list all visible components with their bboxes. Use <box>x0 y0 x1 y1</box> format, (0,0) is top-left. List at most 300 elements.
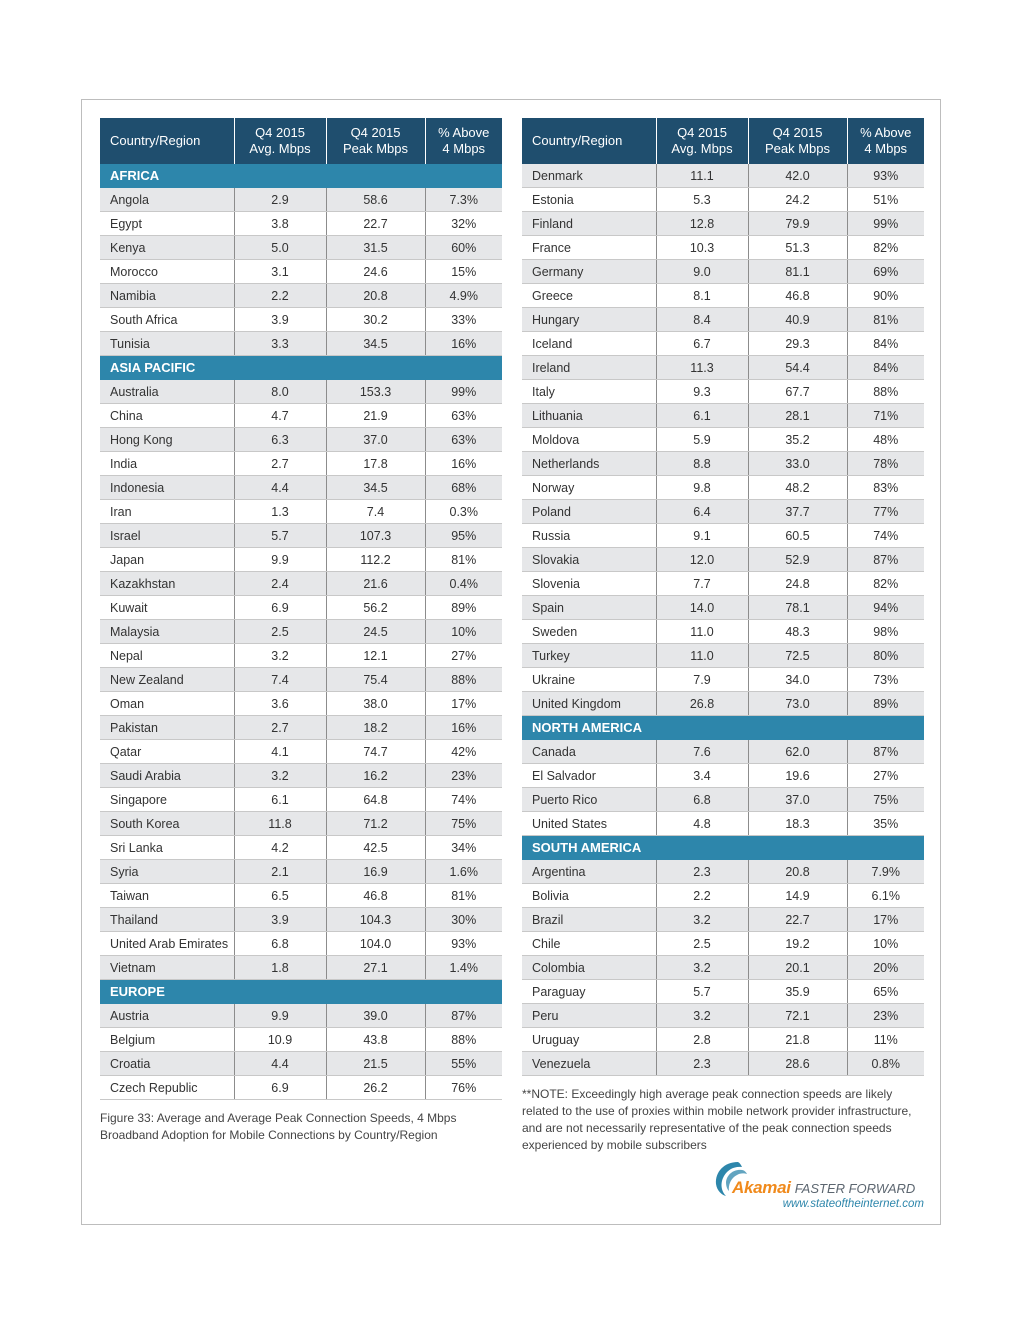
avg-mbps-cell: 7.7 <box>656 572 748 596</box>
header-line: Q4 2015 <box>255 125 305 140</box>
peak-mbps-cell: 56.2 <box>326 596 425 620</box>
table-row <box>522 164 924 188</box>
peak-mbps-cell: 12.1 <box>326 644 425 668</box>
avg-mbps-cell: 3.9 <box>234 308 326 332</box>
avg-mbps-cell: 2.3 <box>656 1052 748 1076</box>
avg-mbps-cell: 3.2 <box>656 956 748 980</box>
country-cell: Ireland <box>522 356 656 380</box>
table-row <box>522 524 924 548</box>
peak-mbps-cell: 24.5 <box>326 620 425 644</box>
country-cell: Qatar <box>100 740 234 764</box>
table-row <box>522 212 924 236</box>
pct-above-cell: 94% <box>847 596 924 620</box>
country-cell: Ukraine <box>522 668 656 692</box>
avg-mbps-cell: 6.5 <box>234 884 326 908</box>
table-row <box>522 884 924 908</box>
table-row <box>522 380 924 404</box>
country-cell: Finland <box>522 212 656 236</box>
peak-mbps-cell: 38.0 <box>326 692 425 716</box>
pct-above-cell: 30% <box>425 908 502 932</box>
country-cell: Taiwan <box>100 884 234 908</box>
peak-mbps-cell: 19.2 <box>748 932 847 956</box>
country-cell: Israel <box>100 524 234 548</box>
country-cell: Brazil <box>522 908 656 932</box>
table-row <box>522 404 924 428</box>
country-cell: Namibia <box>100 284 234 308</box>
country-cell: Czech Republic <box>100 1076 234 1100</box>
peak-mbps-cell: 16.2 <box>326 764 425 788</box>
pct-above-cell: 78% <box>847 452 924 476</box>
pct-above-cell: 35% <box>847 812 924 836</box>
peak-mbps-cell: 17.8 <box>326 452 425 476</box>
avg-mbps-cell: 6.7 <box>656 332 748 356</box>
header-line: Avg. Mbps <box>671 141 733 156</box>
country-cell: Turkey <box>522 644 656 668</box>
figure-caption: Figure 33: Average and Average Peak Connection Speeds, 4 Mbps Broadband Adoption for Mobile Connections by Country/Region <box>100 1111 457 1142</box>
table-row <box>100 644 502 668</box>
country-cell: Slovakia <box>522 548 656 572</box>
country-cell: Colombia <box>522 956 656 980</box>
peak-mbps-cell: 52.9 <box>748 548 847 572</box>
peak-mbps-cell: 81.1 <box>748 260 847 284</box>
peak-mbps-cell: 14.9 <box>748 884 847 908</box>
peak-mbps-cell: 58.6 <box>326 188 425 212</box>
avg-mbps-cell: 8.4 <box>656 308 748 332</box>
avg-mbps-cell: 5.0 <box>234 236 326 260</box>
table-row <box>522 188 924 212</box>
table-row <box>100 740 502 764</box>
avg-mbps-cell: 5.7 <box>234 524 326 548</box>
pct-above-cell: 10% <box>847 932 924 956</box>
country-cell: Indonesia <box>100 476 234 500</box>
pct-above-cell: 63% <box>425 428 502 452</box>
brand-url-link[interactable]: www.stateoftheinternet.com <box>782 1198 924 1210</box>
avg-mbps-cell: 5.3 <box>656 188 748 212</box>
pct-above-cell: 51% <box>847 188 924 212</box>
avg-mbps-cell: 6.8 <box>656 788 748 812</box>
pct-above-cell: 23% <box>425 764 502 788</box>
country-cell: Slovenia <box>522 572 656 596</box>
pct-above-cell: 84% <box>847 332 924 356</box>
avg-mbps-cell: 9.8 <box>656 476 748 500</box>
section-label: SOUTH AMERICA <box>522 836 924 860</box>
pct-above-cell: 81% <box>847 308 924 332</box>
peak-mbps-cell: 78.1 <box>748 596 847 620</box>
table-row <box>522 596 924 620</box>
table-row <box>522 668 924 692</box>
table-row <box>100 716 502 740</box>
avg-mbps-cell: 2.7 <box>234 452 326 476</box>
table-row <box>100 1004 502 1028</box>
peak-mbps-cell: 48.2 <box>748 476 847 500</box>
avg-mbps-cell: 4.2 <box>234 836 326 860</box>
country-cell: Venezuela <box>522 1052 656 1076</box>
peak-mbps-cell: 104.0 <box>326 932 425 956</box>
country-cell: Croatia <box>100 1052 234 1076</box>
peak-mbps-cell: 20.8 <box>748 860 847 884</box>
pct-above-cell: 55% <box>425 1052 502 1076</box>
pct-above-cell: 20% <box>847 956 924 980</box>
avg-mbps-cell: 3.8 <box>234 212 326 236</box>
country-cell: India <box>100 452 234 476</box>
country-cell: Tunisia <box>100 332 234 356</box>
avg-mbps-cell: 7.6 <box>656 740 748 764</box>
country-cell: Lithuania <box>522 404 656 428</box>
brand-tagline: FASTER FORWARD <box>794 1181 916 1196</box>
table-row <box>522 1052 924 1076</box>
table-row <box>100 380 502 404</box>
country-cell: Greece <box>522 284 656 308</box>
country-cell: Estonia <box>522 188 656 212</box>
table-row <box>100 1028 502 1052</box>
country-cell: Argentina <box>522 860 656 884</box>
pct-above-cell: 7.3% <box>425 188 502 212</box>
country-cell: Bolivia <box>522 884 656 908</box>
peak-mbps-cell: 34.5 <box>326 476 425 500</box>
pct-above-cell: 42% <box>425 740 502 764</box>
peak-mbps-cell: 24.8 <box>748 572 847 596</box>
left-table-body <box>100 164 502 1100</box>
peak-mbps-cell: 21.5 <box>326 1052 425 1076</box>
country-cell: Spain <box>522 596 656 620</box>
avg-mbps-cell: 9.0 <box>656 260 748 284</box>
pct-above-cell: 93% <box>847 164 924 188</box>
avg-mbps-cell: 3.4 <box>656 764 748 788</box>
peak-mbps-cell: 51.3 <box>748 236 847 260</box>
pct-above-cell: 99% <box>425 380 502 404</box>
avg-mbps-cell: 9.3 <box>656 380 748 404</box>
header-peak <box>326 118 425 164</box>
pct-above-cell: 71% <box>847 404 924 428</box>
peak-mbps-cell: 21.8 <box>748 1028 847 1052</box>
country-cell: Belgium <box>100 1028 234 1052</box>
pct-above-cell: 27% <box>847 764 924 788</box>
pct-above-cell: 76% <box>425 1076 502 1100</box>
avg-mbps-cell: 3.6 <box>234 692 326 716</box>
table-row <box>522 860 924 884</box>
table-row <box>100 500 502 524</box>
table-row <box>522 932 924 956</box>
left-data-table <box>100 118 502 1100</box>
peak-mbps-cell: 31.5 <box>326 236 425 260</box>
table-row <box>100 260 502 284</box>
peak-mbps-cell: 43.8 <box>326 1028 425 1052</box>
peak-mbps-cell: 72.1 <box>748 1004 847 1028</box>
avg-mbps-cell: 6.1 <box>234 788 326 812</box>
avg-mbps-cell: 3.1 <box>234 260 326 284</box>
pct-above-cell: 10% <box>425 620 502 644</box>
header-line: 4 Mbps <box>864 141 908 156</box>
table-header-row <box>100 118 502 164</box>
country-cell: Pakistan <box>100 716 234 740</box>
header-line: Q4 2015 <box>772 125 823 140</box>
peak-mbps-cell: 7.4 <box>326 500 425 524</box>
peak-mbps-cell: 20.1 <box>748 956 847 980</box>
footnote: **NOTE: Exceedingly high average peak connection speeds are likely related to the use of proxies within mobile network provider infrastructure, and are not necessarily representative of the peak connection speeds experienced by mobile subscribers <box>522 1087 912 1152</box>
peak-mbps-cell: 26.2 <box>326 1076 425 1100</box>
pct-above-cell: 17% <box>847 908 924 932</box>
avg-mbps-cell: 2.1 <box>234 860 326 884</box>
avg-mbps-cell: 3.9 <box>234 908 326 932</box>
pct-above-cell: 87% <box>425 1004 502 1028</box>
avg-mbps-cell: 6.9 <box>234 596 326 620</box>
peak-mbps-cell: 112.2 <box>326 548 425 572</box>
pct-above-cell: 33% <box>425 308 502 332</box>
avg-mbps-cell: 9.9 <box>234 548 326 572</box>
avg-mbps-cell: 10.9 <box>234 1028 326 1052</box>
pct-above-cell: 0.8% <box>847 1052 924 1076</box>
table-row <box>100 572 502 596</box>
avg-mbps-cell: 3.3 <box>234 332 326 356</box>
avg-mbps-cell: 2.2 <box>656 884 748 908</box>
country-cell: Denmark <box>522 164 656 188</box>
peak-mbps-cell: 67.7 <box>748 380 847 404</box>
table-row <box>522 332 924 356</box>
pct-above-cell: 77% <box>847 500 924 524</box>
table-row <box>100 908 502 932</box>
table-row <box>100 1052 502 1076</box>
table-row <box>100 548 502 572</box>
avg-mbps-cell: 3.2 <box>656 908 748 932</box>
right-column <box>522 118 924 1154</box>
country-cell: Germany <box>522 260 656 284</box>
pct-above-cell: 11% <box>847 1028 924 1052</box>
table-row <box>522 788 924 812</box>
pct-above-cell: 7.9% <box>847 860 924 884</box>
peak-mbps-cell: 22.7 <box>748 908 847 932</box>
table-row <box>100 428 502 452</box>
country-cell: United States <box>522 812 656 836</box>
country-cell: China <box>100 404 234 428</box>
table-row <box>100 308 502 332</box>
section-label: AFRICA <box>100 164 502 188</box>
avg-mbps-cell: 2.3 <box>656 860 748 884</box>
avg-mbps-cell: 12.0 <box>656 548 748 572</box>
avg-mbps-cell: 4.1 <box>234 740 326 764</box>
country-cell: South Korea <box>100 812 234 836</box>
table-row <box>100 836 502 860</box>
left-column <box>100 118 502 1144</box>
peak-mbps-cell: 20.8 <box>326 284 425 308</box>
avg-mbps-cell: 8.1 <box>656 284 748 308</box>
peak-mbps-cell: 46.8 <box>748 284 847 308</box>
pct-above-cell: 60% <box>425 236 502 260</box>
avg-mbps-cell: 4.4 <box>234 476 326 500</box>
pct-above-cell: 98% <box>847 620 924 644</box>
country-cell: Malaysia <box>100 620 234 644</box>
avg-mbps-cell: 1.3 <box>234 500 326 524</box>
country-cell: Chile <box>522 932 656 956</box>
avg-mbps-cell: 6.1 <box>656 404 748 428</box>
peak-mbps-cell: 104.3 <box>326 908 425 932</box>
header-line: Peak Mbps <box>764 141 831 156</box>
country-cell: Morocco <box>100 260 234 284</box>
avg-mbps-cell: 7.4 <box>234 668 326 692</box>
pct-above-cell: 6.1% <box>847 884 924 908</box>
table-row <box>100 668 502 692</box>
section-label: ASIA PACIFIC <box>100 356 502 380</box>
pct-above-cell: 0.3% <box>425 500 502 524</box>
header-pct <box>847 118 924 164</box>
peak-mbps-cell: 54.4 <box>748 356 847 380</box>
peak-mbps-cell: 73.0 <box>748 692 847 716</box>
section-header-row <box>100 164 502 188</box>
table-row <box>522 812 924 836</box>
country-cell: Syria <box>100 860 234 884</box>
country-cell: Iran <box>100 500 234 524</box>
peak-mbps-cell: 74.7 <box>326 740 425 764</box>
avg-mbps-cell: 4.4 <box>234 1052 326 1076</box>
right-data-table <box>522 118 924 1076</box>
peak-mbps-cell: 34.5 <box>326 332 425 356</box>
country-cell: Sri Lanka <box>100 836 234 860</box>
table-row <box>522 908 924 932</box>
table-header-row <box>522 118 924 164</box>
peak-mbps-cell: 60.5 <box>748 524 847 548</box>
avg-mbps-cell: 26.8 <box>656 692 748 716</box>
country-cell: Kenya <box>100 236 234 260</box>
table-row <box>100 476 502 500</box>
header-avg <box>234 118 326 164</box>
table-row <box>100 332 502 356</box>
table-row <box>522 236 924 260</box>
country-cell: Norway <box>522 476 656 500</box>
brand-line <box>732 1178 915 1198</box>
header-avg <box>656 118 748 164</box>
avg-mbps-cell: 7.9 <box>656 668 748 692</box>
country-cell: Australia <box>100 380 234 404</box>
peak-mbps-cell: 46.8 <box>326 884 425 908</box>
pct-above-cell: 88% <box>425 1028 502 1052</box>
pct-above-cell: 15% <box>425 260 502 284</box>
header-line: Q4 2015 <box>677 125 727 140</box>
header-line: % Above <box>860 125 912 140</box>
pct-above-cell: 88% <box>847 380 924 404</box>
country-cell: Moldova <box>522 428 656 452</box>
section-header-row <box>522 836 924 860</box>
header-country: Country/Region <box>522 118 656 164</box>
avg-mbps-cell: 2.5 <box>234 620 326 644</box>
country-cell: Canada <box>522 740 656 764</box>
table-row <box>522 476 924 500</box>
peak-mbps-cell: 39.0 <box>326 1004 425 1028</box>
right-table-body <box>522 164 924 1076</box>
brand-name: Akamai <box>732 1178 791 1197</box>
avg-mbps-cell: 11.1 <box>656 164 748 188</box>
peak-mbps-cell: 40.9 <box>748 308 847 332</box>
country-cell: Puerto Rico <box>522 788 656 812</box>
pct-above-cell: 93% <box>425 932 502 956</box>
peak-mbps-cell: 22.7 <box>326 212 425 236</box>
table-row <box>100 236 502 260</box>
table-row <box>522 428 924 452</box>
table-row <box>100 764 502 788</box>
table-row <box>100 212 502 236</box>
peak-mbps-cell: 34.0 <box>748 668 847 692</box>
country-cell: Russia <box>522 524 656 548</box>
pct-above-cell: 81% <box>425 548 502 572</box>
pct-above-cell: 68% <box>425 476 502 500</box>
header-pct <box>425 118 502 164</box>
table-row <box>100 956 502 980</box>
avg-mbps-cell: 11.8 <box>234 812 326 836</box>
peak-mbps-cell: 30.2 <box>326 308 425 332</box>
peak-mbps-cell: 37.7 <box>748 500 847 524</box>
header-line: 4 Mbps <box>442 141 486 156</box>
avg-mbps-cell: 11.0 <box>656 644 748 668</box>
pct-above-cell: 16% <box>425 716 502 740</box>
header-country: Country/Region <box>100 118 234 164</box>
pct-above-cell: 80% <box>847 644 924 668</box>
pct-above-cell: 48% <box>847 428 924 452</box>
table-row <box>100 1076 502 1100</box>
table-row <box>522 740 924 764</box>
table-row <box>522 980 924 1004</box>
peak-mbps-cell: 35.9 <box>748 980 847 1004</box>
peak-mbps-cell: 42.0 <box>748 164 847 188</box>
section-header-row <box>522 716 924 740</box>
header-line: % Above <box>438 125 490 140</box>
pct-above-cell: 65% <box>847 980 924 1004</box>
avg-mbps-cell: 11.0 <box>656 620 748 644</box>
peak-mbps-cell: 62.0 <box>748 740 847 764</box>
country-cell: Paraguay <box>522 980 656 1004</box>
country-cell: Kuwait <box>100 596 234 620</box>
peak-mbps-cell: 19.6 <box>748 764 847 788</box>
table-row <box>522 1028 924 1052</box>
peak-mbps-cell: 48.3 <box>748 620 847 644</box>
avg-mbps-cell: 14.0 <box>656 596 748 620</box>
avg-mbps-cell: 8.0 <box>234 380 326 404</box>
pct-above-cell: 74% <box>847 524 924 548</box>
avg-mbps-cell: 10.3 <box>656 236 748 260</box>
avg-mbps-cell: 6.3 <box>234 428 326 452</box>
avg-mbps-cell: 3.2 <box>234 644 326 668</box>
country-cell: Sweden <box>522 620 656 644</box>
peak-mbps-cell: 24.6 <box>326 260 425 284</box>
avg-mbps-cell: 2.7 <box>234 716 326 740</box>
peak-mbps-cell: 37.0 <box>748 788 847 812</box>
peak-mbps-cell: 29.3 <box>748 332 847 356</box>
country-cell: New Zealand <box>100 668 234 692</box>
pct-above-cell: 82% <box>847 236 924 260</box>
avg-mbps-cell: 1.8 <box>234 956 326 980</box>
pct-above-cell: 34% <box>425 836 502 860</box>
pct-above-cell: 90% <box>847 284 924 308</box>
peak-mbps-cell: 72.5 <box>748 644 847 668</box>
country-cell: Peru <box>522 1004 656 1028</box>
peak-mbps-cell: 33.0 <box>748 452 847 476</box>
peak-mbps-cell: 64.8 <box>326 788 425 812</box>
country-cell: Netherlands <box>522 452 656 476</box>
country-cell: Thailand <box>100 908 234 932</box>
table-row <box>522 356 924 380</box>
country-cell: Saudi Arabia <box>100 764 234 788</box>
country-cell: Angola <box>100 188 234 212</box>
avg-mbps-cell: 5.7 <box>656 980 748 1004</box>
avg-mbps-cell: 6.8 <box>234 932 326 956</box>
table-row <box>522 692 924 716</box>
table-row <box>522 572 924 596</box>
peak-mbps-cell: 79.9 <box>748 212 847 236</box>
table-row <box>100 188 502 212</box>
table-row <box>100 596 502 620</box>
peak-mbps-cell: 28.1 <box>748 404 847 428</box>
avg-mbps-cell: 3.2 <box>234 764 326 788</box>
pct-above-cell: 84% <box>847 356 924 380</box>
table-row <box>522 308 924 332</box>
pct-above-cell: 63% <box>425 404 502 428</box>
